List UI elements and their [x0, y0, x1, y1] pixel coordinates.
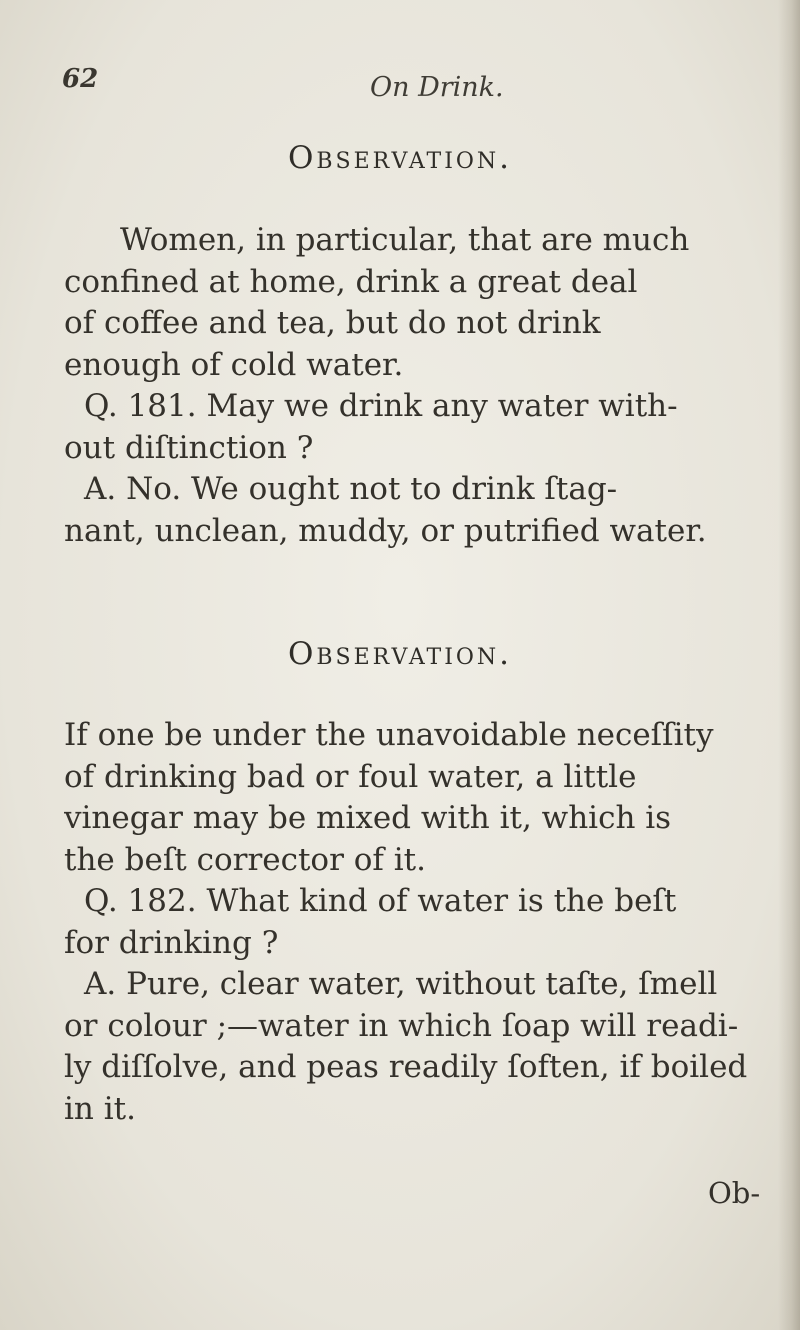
text-line: for drinking ?	[64, 924, 279, 961]
text-line: of coffee and tea, but do not drink	[64, 305, 601, 341]
text-line: or colour ;—water in which ſoap will readi-	[64, 1007, 739, 1044]
running-head	[50, 64, 750, 104]
text-line: the beſt corrector of it.	[64, 841, 426, 878]
section-body	[64, 220, 782, 552]
text-line: confined at home, drink a great deal	[64, 263, 638, 300]
catchword: Ob-	[708, 1176, 761, 1210]
text-line: vinegar may be mixed with it, which is	[64, 800, 672, 836]
section-body	[64, 715, 782, 1130]
text-line: If one be under the unavoidable neceſſity	[64, 717, 714, 753]
section-heading: Observation.	[287, 140, 513, 176]
running-title: On Drink.	[370, 72, 504, 103]
question-line: Q. 181. May we drink any water with-	[84, 388, 678, 424]
page-number: 62	[62, 64, 99, 94]
question-line: Q. 182. What kind of water is the beſt	[84, 883, 677, 919]
text-line: nant, unclean, muddy, or putrified water.	[64, 512, 707, 549]
answer-line: A. Pure, clear water, without taſte, ſmell	[84, 966, 718, 1002]
text-line: enough of cold water.	[64, 346, 404, 383]
text-line: ly diſſolve, and peas readily ſoften, if boiled	[64, 1049, 748, 1085]
section-heading: Observation.	[287, 636, 513, 672]
text-line: in it.	[64, 1090, 136, 1127]
text-line: of drinking bad or foul water, a little	[64, 758, 637, 795]
text-line: out diſtinction ?	[64, 429, 314, 466]
text-line: Women, in particular, that are much	[120, 222, 690, 258]
answer-line: A. No. We ought not to drink ſtag-	[84, 471, 618, 507]
